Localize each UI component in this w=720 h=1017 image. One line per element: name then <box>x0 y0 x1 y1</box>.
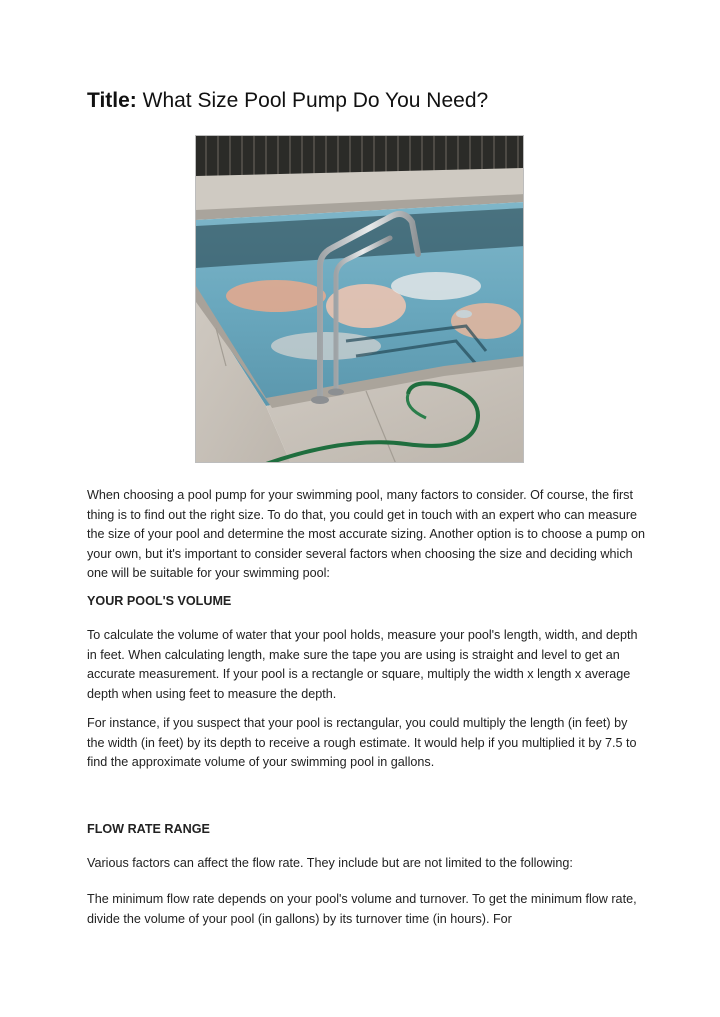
flow-rate-paragraph-1: Various factors can affect the flow rate. They include but are not limited to the following: <box>87 856 573 870</box>
intro-paragraph: When choosing a pool pump for your swimming pool, many factors to consider. Of course, the first thing is to find out the right size. To do that, you could get in touch with an expert who can measure the size of your pool and determine the most accurate sizing. Another option is to choose a pump on your own, but it's important to consider several factors when choosing the size and deciding which one will be suitable for your swimming pool: <box>87 488 645 581</box>
section-heading-pool-volume: YOUR POOL'S VOLUME <box>87 594 232 608</box>
flow-rate-paragraph-2: The minimum flow rate depends on your pool's volume and turnover. To get the minimum flow rate, divide the volume of your pool (in gallons) by its turnover time (in hours). For <box>87 892 637 926</box>
title-text: What Size Pool Pump Do You Need? <box>136 89 489 112</box>
pool-volume-paragraph-1: To calculate the volume of water that your pool holds, measure your pool's length, width, and depth in feet. When calculating length, make sure the tape you are using is straight and level to get an accurate measurement. If your pool is a rectangle or square, multiply the width x length x average depth when using feet to measure the depth. <box>87 628 638 701</box>
pool-volume-paragraph-2: For instance, if you suspect that your pool is rectangular, you could multiply the length (in feet) by the width (in feet) by its depth to receive a rough estimate. It would help if you multiplied it by 7.5 to find the approximate volume of your swimming pool in gallons. <box>87 716 637 770</box>
section-heading-flow-rate: FLOW RATE RANGE <box>87 822 210 836</box>
pool-photo <box>195 135 524 463</box>
document-title <box>87 88 488 114</box>
title-label: Title: <box>87 89 137 112</box>
